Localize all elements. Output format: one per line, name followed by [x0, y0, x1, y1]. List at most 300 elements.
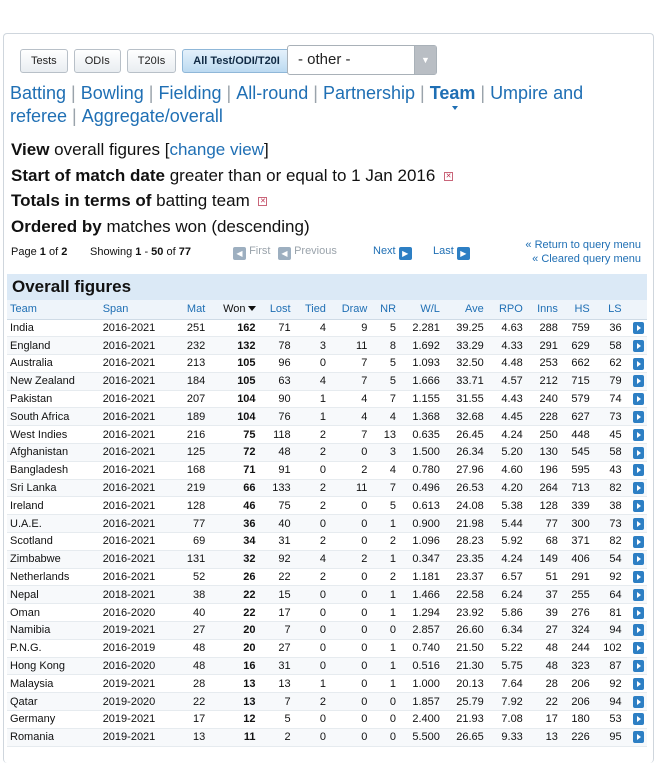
cell-inns: 288	[526, 319, 561, 337]
row-details-icon[interactable]	[633, 642, 644, 654]
cell-ave: 21.30	[443, 657, 487, 675]
cell-lost: 76	[259, 408, 294, 426]
cell-draw: 0	[329, 515, 370, 533]
cell-span: 2019-2021	[100, 622, 177, 640]
cell-draw: 0	[329, 728, 370, 746]
cell-ave: 23.92	[443, 604, 487, 622]
cell-mat: 125	[176, 444, 208, 462]
cell-mat: 168	[176, 461, 208, 479]
cell-span: 2016-2021	[100, 533, 177, 551]
row-details-icon[interactable]	[633, 678, 644, 690]
row-details-icon[interactable]	[633, 589, 644, 601]
cell-actions	[625, 675, 647, 693]
row-details-icon[interactable]	[633, 696, 644, 708]
cell-inns: 250	[526, 426, 561, 444]
cell-ls: 58	[593, 337, 625, 355]
column-header-nr[interactable]: NR	[370, 300, 399, 319]
cell-ave: 23.35	[443, 550, 487, 568]
row-details-icon[interactable]	[633, 447, 644, 459]
cell-tied: 0	[294, 515, 329, 533]
cell-ls: 81	[593, 604, 625, 622]
cell-draw: 2	[329, 550, 370, 568]
cell-ave: 25.79	[443, 693, 487, 711]
cell-rpo: 5.75	[487, 657, 526, 675]
cell-won: 75	[208, 426, 258, 444]
table-row	[7, 604, 647, 622]
cell-inns: 48	[526, 639, 561, 657]
remove-totals-icon[interactable]: ✕	[260, 198, 266, 206]
cell-span: 2016-2021	[100, 497, 177, 515]
cell-nr: 5	[370, 372, 399, 390]
view-label: View	[11, 140, 50, 159]
cell-ave: 26.60	[443, 622, 487, 640]
cell-lost: 31	[259, 657, 294, 675]
cell-team: Zimbabwe	[7, 550, 100, 568]
nav-item-all-round[interactable]: All-round	[236, 83, 309, 103]
cell-ave: 33.71	[443, 372, 487, 390]
cell-won: 11	[208, 728, 258, 746]
cell-w-l: 1.000	[399, 675, 443, 693]
cell-inns: 196	[526, 461, 561, 479]
tab-tests[interactable]: Tests	[20, 49, 68, 73]
cell-inns: 27	[526, 622, 561, 640]
cell-team: Pakistan	[7, 390, 100, 408]
column-header-ls[interactable]: LS	[593, 300, 625, 319]
cell-hs: 226	[561, 728, 593, 746]
cell-won: 105	[208, 355, 258, 373]
remove-filter-icon[interactable]: ✕	[445, 172, 452, 180]
cell-draw: 0	[329, 497, 370, 515]
cell-nr: 0	[370, 622, 399, 640]
cell-nr: 7	[370, 390, 399, 408]
row-details-icon[interactable]	[633, 553, 644, 565]
cell-draw: 0	[329, 586, 370, 604]
row-details-icon[interactable]	[633, 536, 644, 548]
cell-ave: 26.45	[443, 426, 487, 444]
cell-inns: 17	[526, 711, 561, 729]
cell-team: Bangladesh	[7, 461, 100, 479]
cell-team: Romania	[7, 728, 100, 746]
first-page-button[interactable]: ◀ First	[233, 245, 270, 260]
cleared-query-link[interactable]: « Cleared query menu	[532, 253, 641, 265]
ordered-line	[11, 214, 453, 240]
cell-ls: 45	[593, 426, 625, 444]
row-details-icon[interactable]	[633, 358, 644, 370]
totals-value: batting team	[156, 191, 250, 210]
cell-won: 36	[208, 515, 258, 533]
cell-span: 2016-2020	[100, 604, 177, 622]
cell-mat: 48	[176, 639, 208, 657]
cell-rpo: 4.57	[487, 372, 526, 390]
cell-won: 20	[208, 622, 258, 640]
cell-lost: 96	[259, 355, 294, 373]
cell-rpo: 9.33	[487, 728, 526, 746]
column-header-w-l[interactable]: W/L	[399, 300, 443, 319]
cell-mat: 207	[176, 390, 208, 408]
cell-draw: 4	[329, 408, 370, 426]
nav-item-fielding[interactable]: Fielding	[158, 83, 222, 103]
cell-won: 104	[208, 390, 258, 408]
cell-mat: 17	[176, 711, 208, 729]
cell-hs: 371	[561, 533, 593, 551]
cell-nr: 1	[370, 515, 399, 533]
cell-inns: 291	[526, 337, 561, 355]
last-page-button[interactable]: Last ▶	[433, 245, 470, 260]
cell-hs: 595	[561, 461, 593, 479]
row-details-icon[interactable]	[633, 375, 644, 387]
tab-odis[interactable]: ODIs	[74, 49, 121, 73]
column-header-inns[interactable]: Inns	[526, 300, 561, 319]
cell-tied: 2	[294, 533, 329, 551]
table-row	[7, 639, 647, 657]
cell-inns: 13	[526, 728, 561, 746]
cell-w-l: 1.181	[399, 568, 443, 586]
column-header-won[interactable]: Won	[208, 300, 258, 319]
cell-team: Australia	[7, 355, 100, 373]
cell-rpo: 4.43	[487, 390, 526, 408]
tab-t20is[interactable]: T20Is	[127, 49, 177, 73]
cell-hs: 545	[561, 444, 593, 462]
cell-inns: 264	[526, 479, 561, 497]
cell-actions	[625, 372, 647, 390]
row-details-icon[interactable]	[633, 393, 644, 405]
cell-mat: 189	[176, 408, 208, 426]
cell-inns: 28	[526, 675, 561, 693]
cell-inns: 68	[526, 533, 561, 551]
cell-mat: 69	[176, 533, 208, 551]
table-row	[7, 426, 647, 444]
cell-actions	[625, 586, 647, 604]
cell-draw: 11	[329, 337, 370, 355]
cell-ave: 28.23	[443, 533, 487, 551]
row-details-icon[interactable]	[633, 464, 644, 476]
cell-mat: 22	[176, 693, 208, 711]
cell-tied: 4	[294, 319, 329, 337]
cell-draw: 0	[329, 568, 370, 586]
column-header-lost[interactable]: Lost	[259, 300, 294, 319]
cell-draw: 0	[329, 639, 370, 657]
page-indicator: Page 1 of 2	[11, 246, 68, 258]
row-details-icon[interactable]	[633, 713, 644, 725]
cell-inns: 253	[526, 355, 561, 373]
next-page-button[interactable]: Next ▶	[373, 245, 412, 260]
cell-tied: 0	[294, 461, 329, 479]
cell-span: 2019-2021	[100, 711, 177, 729]
cell-nr: 8	[370, 337, 399, 355]
row-details-icon[interactable]	[633, 340, 644, 352]
cell-lost: 31	[259, 533, 294, 551]
other-select-value: - other -	[298, 51, 351, 68]
start-date-value: greater than or equal to 1 Jan 2016	[169, 165, 436, 185]
table-row	[7, 461, 647, 479]
cell-span: 2016-2021	[100, 568, 177, 586]
cell-hs: 206	[561, 675, 593, 693]
cell-rpo: 7.92	[487, 693, 526, 711]
column-header-rpo[interactable]: RPO	[487, 300, 526, 319]
cell-rpo: 5.38	[487, 497, 526, 515]
cell-team: Afghanistan	[7, 444, 100, 462]
cell-actions	[625, 568, 647, 586]
cell-ave: 33.29	[443, 337, 487, 355]
column-header-actions	[625, 300, 647, 319]
row-details-icon[interactable]	[633, 482, 644, 494]
cell-rpo: 5.86	[487, 604, 526, 622]
cell-actions	[625, 711, 647, 729]
cell-won: 32	[208, 550, 258, 568]
cell-ls: 82	[593, 533, 625, 551]
cell-w-l: 1.466	[399, 586, 443, 604]
cell-lost: 15	[259, 586, 294, 604]
cell-w-l: 0.740	[399, 639, 443, 657]
cell-w-l: 1.666	[399, 372, 443, 390]
cell-actions	[625, 444, 647, 462]
cell-actions	[625, 408, 647, 426]
cell-ls: 53	[593, 711, 625, 729]
row-details-icon[interactable]	[633, 660, 644, 672]
table-row	[7, 337, 647, 355]
cell-hs: 180	[561, 711, 593, 729]
nav-item-team[interactable]: Team	[429, 83, 476, 103]
cell-rpo: 5.44	[487, 515, 526, 533]
cell-rpo: 4.20	[487, 479, 526, 497]
cell-tied: 0	[294, 604, 329, 622]
cell-actions	[625, 426, 647, 444]
sort-descending-icon	[248, 306, 256, 311]
cell-team: Nepal	[7, 586, 100, 604]
cell-hs: 244	[561, 639, 593, 657]
cell-span: 2016-2021	[100, 372, 177, 390]
change-view-link[interactable]: change view	[169, 140, 264, 159]
cell-nr: 5	[370, 319, 399, 337]
cell-ave: 21.98	[443, 515, 487, 533]
cell-won: 22	[208, 604, 258, 622]
cell-rpo: 7.08	[487, 711, 526, 729]
cell-nr: 0	[370, 693, 399, 711]
table-row	[7, 568, 647, 586]
cell-team: Sri Lanka	[7, 479, 100, 497]
cell-hs: 715	[561, 372, 593, 390]
totals-label: Totals in terms of	[11, 191, 152, 210]
cell-span: 2016-2021	[100, 550, 177, 568]
showing-indicator: Showing 1 - 50 of 77	[90, 246, 191, 258]
cell-hs: 339	[561, 497, 593, 515]
cell-hs: 206	[561, 693, 593, 711]
cell-team: India	[7, 319, 100, 337]
table-row	[7, 355, 647, 373]
cell-span: 2016-2021	[100, 390, 177, 408]
cell-mat: 219	[176, 479, 208, 497]
cell-w-l: 1.294	[399, 604, 443, 622]
cell-tied: 0	[294, 622, 329, 640]
column-header-mat[interactable]: Mat	[176, 300, 208, 319]
cell-mat: 52	[176, 568, 208, 586]
cell-ave: 32.68	[443, 408, 487, 426]
cell-won: 13	[208, 675, 258, 693]
column-header-ave[interactable]: Ave	[443, 300, 487, 319]
cell-ave: 27.96	[443, 461, 487, 479]
nav-item-umpire-and-referee[interactable]: Umpire and referee	[10, 83, 584, 126]
cell-team: Qatar	[7, 693, 100, 711]
cell-hs: 324	[561, 622, 593, 640]
cell-draw: 0	[329, 693, 370, 711]
nav-separator: |	[420, 83, 425, 103]
row-details-icon[interactable]	[633, 518, 644, 530]
column-header-team[interactable]: Team	[7, 300, 100, 319]
cell-lost: 7	[259, 622, 294, 640]
cell-won: 46	[208, 497, 258, 515]
cell-tied: 1	[294, 675, 329, 693]
cell-span: 2016-2021	[100, 515, 177, 533]
cell-nr: 2	[370, 533, 399, 551]
previous-page-button[interactable]: ◀ Previous	[278, 245, 337, 260]
table-row	[7, 586, 647, 604]
cell-ls: 94	[593, 693, 625, 711]
cell-draw: 0	[329, 711, 370, 729]
return-query-link[interactable]: « Return to query menu	[525, 239, 641, 251]
cell-tied: 0	[294, 586, 329, 604]
cell-inns: 228	[526, 408, 561, 426]
cell-inns: 240	[526, 390, 561, 408]
cell-hs: 579	[561, 390, 593, 408]
cell-hs: 713	[561, 479, 593, 497]
row-details-icon[interactable]	[633, 429, 644, 441]
cell-nr: 5	[370, 355, 399, 373]
cell-won: 72	[208, 444, 258, 462]
cell-ls: 62	[593, 355, 625, 373]
cell-team: South Africa	[7, 408, 100, 426]
cell-team: Germany	[7, 711, 100, 729]
table-row	[7, 444, 647, 462]
cell-mat: 251	[176, 319, 208, 337]
cell-w-l: 1.692	[399, 337, 443, 355]
cell-span: 2016-2019	[100, 639, 177, 657]
cell-ave: 22.58	[443, 586, 487, 604]
row-details-icon[interactable]	[633, 500, 644, 512]
cell-inns: 149	[526, 550, 561, 568]
cell-won: 132	[208, 337, 258, 355]
cell-inns: 51	[526, 568, 561, 586]
cell-hs: 406	[561, 550, 593, 568]
first-page-icon: ◀	[233, 247, 246, 260]
cell-won: 20	[208, 639, 258, 657]
cell-rpo: 6.24	[487, 586, 526, 604]
cell-w-l: 2.400	[399, 711, 443, 729]
column-header-span[interactable]: Span	[100, 300, 177, 319]
cell-ls: 64	[593, 586, 625, 604]
ordered-label: Ordered by	[11, 216, 102, 236]
cell-ls: 92	[593, 568, 625, 586]
cell-w-l: 0.613	[399, 497, 443, 515]
cell-actions	[625, 657, 647, 675]
start-date-line	[11, 163, 453, 189]
nav-separator: |	[313, 83, 318, 103]
cell-mat: 213	[176, 355, 208, 373]
nav-item-partnership[interactable]: Partnership	[322, 83, 415, 103]
cell-ls: 38	[593, 497, 625, 515]
cell-won: 104	[208, 408, 258, 426]
cell-draw: 0	[329, 444, 370, 462]
nav-item-aggregate-overall[interactable]: Aggregate/overall	[81, 106, 223, 126]
column-header-hs[interactable]: HS	[561, 300, 593, 319]
cell-draw: 0	[329, 657, 370, 675]
cell-nr: 3	[370, 444, 399, 462]
column-header-draw[interactable]: Draw	[329, 300, 370, 319]
cell-actions	[625, 355, 647, 373]
table-row	[7, 479, 647, 497]
cell-w-l: 0.900	[399, 515, 443, 533]
column-header-tied[interactable]: Tied	[294, 300, 329, 319]
view-value: overall figures	[54, 140, 160, 159]
cell-rpo: 5.22	[487, 639, 526, 657]
row-details-icon[interactable]	[633, 731, 644, 743]
stats-type-nav	[10, 82, 645, 128]
cell-lost: 40	[259, 515, 294, 533]
cell-hs: 629	[561, 337, 593, 355]
cell-ave: 21.50	[443, 639, 487, 657]
cell-actions	[625, 604, 647, 622]
cell-tied: 0	[294, 355, 329, 373]
cell-rpo: 4.45	[487, 408, 526, 426]
cell-inns: 212	[526, 372, 561, 390]
cell-rpo: 6.57	[487, 568, 526, 586]
cell-hs: 300	[561, 515, 593, 533]
cell-mat: 27	[176, 622, 208, 640]
cell-team: U.A.E.	[7, 515, 100, 533]
nav-item-batting[interactable]: Batting	[10, 83, 67, 103]
cell-lost: 27	[259, 639, 294, 657]
row-details-icon[interactable]	[633, 571, 644, 583]
cell-team: Ireland	[7, 497, 100, 515]
cell-span: 2016-2021	[100, 461, 177, 479]
row-details-icon[interactable]	[633, 607, 644, 619]
cell-tied: 0	[294, 728, 329, 746]
cell-tied: 1	[294, 390, 329, 408]
cell-mat: 232	[176, 337, 208, 355]
row-details-icon[interactable]	[633, 411, 644, 423]
nav-item-bowling[interactable]: Bowling	[80, 83, 144, 103]
cell-ave: 24.08	[443, 497, 487, 515]
cell-mat: 13	[176, 728, 208, 746]
cell-actions	[625, 319, 647, 337]
cell-nr: 2	[370, 568, 399, 586]
cell-team: West Indies	[7, 426, 100, 444]
cell-w-l: 1.500	[399, 444, 443, 462]
cell-mat: 77	[176, 515, 208, 533]
cell-lost: 63	[259, 372, 294, 390]
cell-draw: 0	[329, 604, 370, 622]
query-summary	[11, 137, 453, 239]
cell-hs: 291	[561, 568, 593, 586]
cell-nr: 13	[370, 426, 399, 444]
cell-actions	[625, 461, 647, 479]
tab-all-test-odi-t20i[interactable]: All Test/ODI/T20I	[182, 49, 291, 73]
section-title: Overall figures	[7, 274, 647, 300]
cell-w-l: 0.496	[399, 479, 443, 497]
table-row	[7, 408, 647, 426]
cell-w-l: 2.281	[399, 319, 443, 337]
cell-team: Namibia	[7, 622, 100, 640]
row-details-icon[interactable]	[633, 624, 644, 636]
cell-w-l: 1.155	[399, 390, 443, 408]
cell-rpo: 4.48	[487, 355, 526, 373]
other-select[interactable]	[287, 45, 437, 75]
nav-separator: |	[71, 83, 76, 103]
cell-span: 2019-2020	[100, 693, 177, 711]
cell-nr: 4	[370, 461, 399, 479]
cell-ave: 23.37	[443, 568, 487, 586]
row-details-icon[interactable]	[633, 322, 644, 334]
cell-span: 2016-2020	[100, 657, 177, 675]
